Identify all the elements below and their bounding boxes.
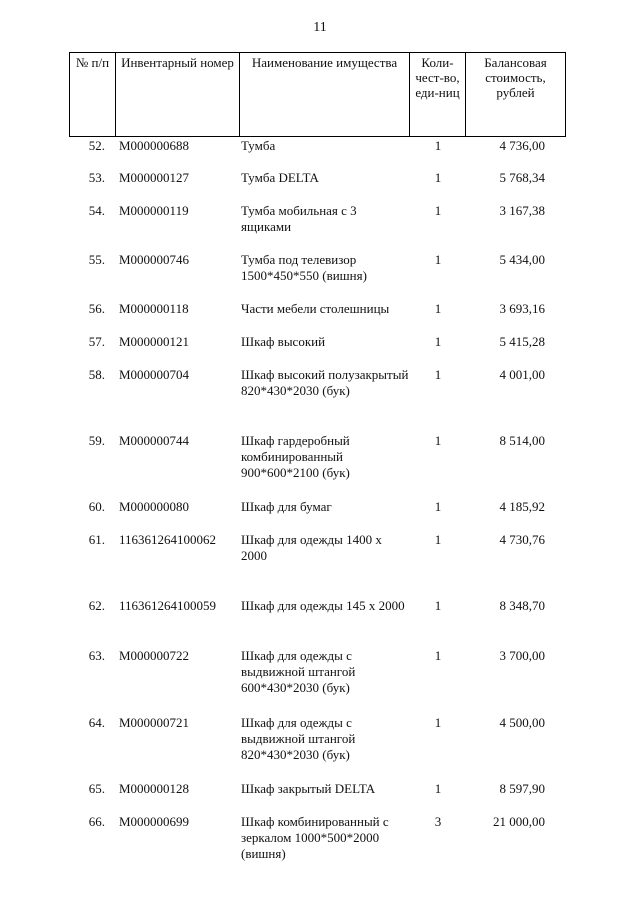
row-cost: 4 730,76 xyxy=(499,532,545,547)
row-quantity: 1 xyxy=(434,781,442,796)
row-inventory-number: 116361264100059 xyxy=(119,598,217,613)
row-inventory-number: М000000121 xyxy=(119,334,190,349)
row-item-name: Шкаф для одежды с выдвижной штангой 820*430*2030 (бук) xyxy=(241,715,356,762)
row-quantity: 1 xyxy=(434,648,442,663)
row-quantity: 1 xyxy=(434,170,442,185)
row-quantity: 1 xyxy=(434,138,442,153)
row-cost: 8 514,00 xyxy=(499,433,545,448)
row-item-name: Шкаф закрытый DELTA xyxy=(241,781,376,796)
row-inventory-number: М000000128 xyxy=(119,781,190,796)
header-cost: Балансовая стоимость, рублей xyxy=(466,53,566,137)
header-inventory: Инвентарный номер xyxy=(116,53,240,137)
row-cost: 3 693,16 xyxy=(499,301,545,316)
row-item-name: Шкаф комбинированный с зеркалом 1000*500*2000 (вишня) xyxy=(241,814,389,861)
header-num: № п/п xyxy=(70,53,116,137)
row-quantity: 1 xyxy=(434,433,442,448)
row-number: 52. xyxy=(88,138,105,153)
page-number: 11 xyxy=(313,20,327,35)
row-quantity: 1 xyxy=(434,715,442,730)
row-cost: 8 597,90 xyxy=(499,781,545,796)
row-quantity: 1 xyxy=(434,532,442,547)
row-cost: 4 500,00 xyxy=(499,715,545,730)
row-cost: 21 000,00 xyxy=(493,814,545,829)
row-quantity: 1 xyxy=(434,367,442,382)
row-number: 63. xyxy=(88,648,105,663)
row-number: 55. xyxy=(88,252,105,267)
row-number: 58. xyxy=(88,367,105,382)
table-header xyxy=(69,52,566,137)
row-quantity: 3 xyxy=(434,814,442,829)
row-item-name: Шкаф для одежды 1400 x 2000 xyxy=(241,532,382,563)
row-cost: 4 185,92 xyxy=(499,499,545,514)
row-quantity: 1 xyxy=(434,598,442,613)
row-number: 61. xyxy=(88,532,105,547)
row-inventory-number: М000000746 xyxy=(119,252,190,267)
row-item-name: Шкаф высокий полузакрытый 820*430*2030 (бук) xyxy=(241,367,409,398)
row-inventory-number: М000000118 xyxy=(119,301,189,316)
row-number: 60. xyxy=(88,499,105,514)
row-number: 54. xyxy=(88,203,105,218)
row-inventory-number: М000000080 xyxy=(119,499,190,514)
row-cost: 5 415,28 xyxy=(499,334,545,349)
header-quantity: Коли-чест-во, еди-ниц xyxy=(410,53,466,137)
row-quantity: 1 xyxy=(434,301,442,316)
row-cost: 4 001,00 xyxy=(499,367,545,382)
row-inventory-number: М000000688 xyxy=(119,138,190,153)
row-cost: 4 736,00 xyxy=(499,138,545,153)
row-item-name: Шкаф для одежды 145 x 2000 xyxy=(241,598,405,613)
row-cost: 3 700,00 xyxy=(499,648,545,663)
row-number: 66. xyxy=(88,814,105,829)
row-item-name: Шкаф для одежды с выдвижной штангой 600*430*2030 (бук) xyxy=(241,648,356,695)
row-item-name: Шкаф высокий xyxy=(241,334,326,349)
row-inventory-number: М000000119 xyxy=(119,203,189,218)
row-inventory-number: М000000721 xyxy=(119,715,190,730)
row-cost: 5 434,00 xyxy=(499,252,545,267)
row-number: 59. xyxy=(88,433,105,448)
row-cost: 3 167,38 xyxy=(499,203,545,218)
row-quantity: 1 xyxy=(434,203,442,218)
row-number: 65. xyxy=(88,781,105,796)
row-inventory-number: М000000704 xyxy=(119,367,190,382)
row-item-name: Части мебели столешницы xyxy=(241,301,390,316)
row-inventory-number: М000000699 xyxy=(119,814,190,829)
row-item-name: Тумба DELTA xyxy=(241,170,319,185)
row-item-name: Тумба xyxy=(241,138,276,153)
row-quantity: 1 xyxy=(434,499,442,514)
row-number: 64. xyxy=(88,715,105,730)
row-number: 53. xyxy=(88,170,105,185)
row-number: 57. xyxy=(88,334,105,349)
row-quantity: 1 xyxy=(434,334,442,349)
row-inventory-number: 116361264100062 xyxy=(119,532,217,547)
row-item-name: Шкаф для бумаг xyxy=(241,499,332,514)
row-item-name: Тумба под телевизор 1500*450*550 (вишня) xyxy=(241,252,367,283)
row-cost: 5 768,34 xyxy=(499,170,545,185)
row-item-name: Шкаф гардеробный комбинированный 900*600*2100 (бук) xyxy=(241,433,350,480)
row-number: 56. xyxy=(88,301,105,316)
row-quantity: 1 xyxy=(434,252,442,267)
row-inventory-number: М000000744 xyxy=(119,433,190,448)
row-number: 62. xyxy=(88,598,105,613)
row-inventory-number: М000000722 xyxy=(119,648,190,663)
row-cost: 8 348,70 xyxy=(499,598,545,613)
header-name: Наименование имущества xyxy=(240,53,410,137)
row-item-name: Тумба мобильная с 3 ящиками xyxy=(241,203,357,234)
row-inventory-number: М000000127 xyxy=(119,170,190,185)
